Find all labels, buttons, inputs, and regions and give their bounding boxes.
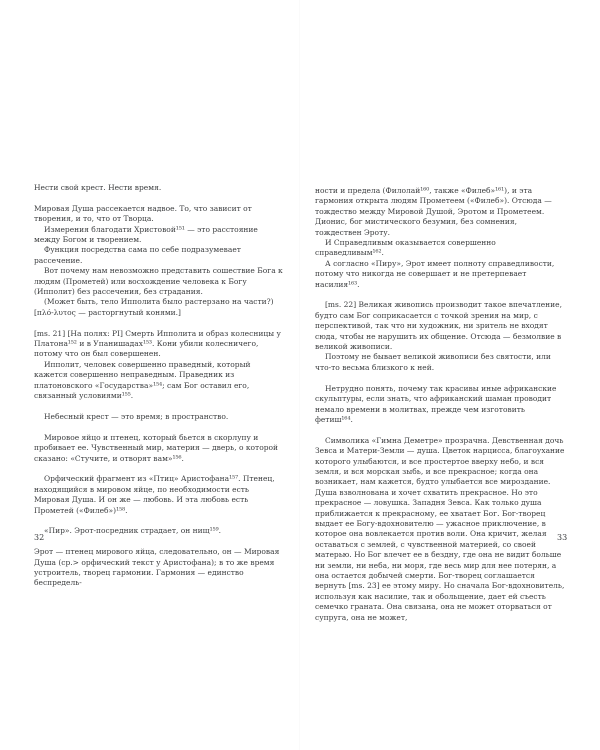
right-page-paragraph: Символика «Гимна Деметре» прозрачна. Девственная дочь Зевса и Матери-Земли — душа. Цветок нарцисса, благоухание которого улыбаются, и все простертое вверху небо, и вся земля, и вся морская зыбь, и все прекрасное; когда она возникает, нам кажется, будто улыбается все мироздание. Душа взволнована и хочет схватить прекрасное. Но это прекрасное — ловушка. Западня Зевса. Как только душа приближается к прекрасному, ее хватает Бог. Бог-творец выдает ее Богу-вдохновителю — ужасное приключение, в которое она вовлекается против воли. Она кричит, желая оставаться с землей, с чувственной материей, со своей матерью. Но Бог влечет ее в бездну, где она не видит больше ни земли, ни неба, ни моря, где весь мир для нее потерян, а она остается добычей смерти. Бог-творец соглашается вернуть [ms. 23] ее этому миру. Но сначала Бог-вдохновитель, используя как насилие, так и обольщение, дает ей съесть семечко граната. Она связана, она не может оторваться от супруга, она не может, (315, 435, 565, 622)
right-page-paragraph: Поэтому не бывает великой живописи без святости, или что-то весьма близкого к ней. (315, 352, 551, 372)
paragraph-gap (34, 318, 284, 328)
paragraph-gap (34, 516, 284, 526)
left-text-column (34, 183, 284, 589)
left-page-paragraph: Эрот — птенец мирового яйца, следовательно, он — Мировая Душа (ср.> орфический текст у Аристофана); в то же время устроитель, творец гармонии. Гармония — единство беспредель- (34, 547, 280, 588)
left-page-paragraph: Небесный крест — это время; в пространство. (44, 411, 229, 421)
left-page-paragraph: (Может быть, тело Ипполита было растерзано на части?) [πλό-λυτος — расторгнутый конями.] (34, 297, 274, 317)
paragraph-gap (34, 537, 284, 547)
left-page-paragraph: [ms. 21] [На полях: PI] Смерть Ипполита и образ колесницы у Платона¹⁵² и в Упанишадах¹⁵³. Кони убили колесничего, потому что он был совершенен. (34, 328, 281, 359)
paragraph-gap (34, 422, 284, 432)
left-page-paragraph: «Пир». Эрот-посредник страдает, он нищ¹⁵⁹. (44, 526, 222, 536)
paragraph-gap (315, 373, 565, 383)
left-page-paragraph: Функция посредства сама по себе подразумевает рассечение. (34, 245, 241, 265)
right-page (300, 0, 600, 750)
left-page-paragraph: Мировое яйцо и птенец, который бьется в скорлупу и пробивает ее. Чувственный мир, материя — дверь, о которой сказано: «Стучите, и отворят вам»¹⁵⁶. (34, 432, 279, 463)
right-page-paragraph: ности и предела (Филолай¹⁶⁰, также «Филеб»¹⁶¹), и эта гармония открыта людям Прометеем («Филеб»). Отсюда — тождество между Мировой Душой, Эротом и Прометеем. Дионис, бог мистического безумия, без сомнения, тождествен Эроту. (315, 186, 552, 237)
left-page-paragraph: Вот почему нам невозможно представить сошествие Бога к людям (Прометей) или восхождение человека к Богу (Ипполит) без рассечения, без страдания. (34, 266, 283, 297)
left-page-paragraph: Мировая Душа рассекается надвое. То, что зависит от творения, и то, что от Творца. (34, 203, 252, 224)
paragraph-gap (34, 193, 284, 203)
right-page-number: 33 (557, 533, 568, 542)
paragraph-gap (34, 402, 284, 412)
left-page-number: 32 (34, 533, 45, 542)
left-page-paragraph: Нести свой крест. Нести время. (34, 183, 162, 192)
paragraph-gap (315, 290, 565, 300)
right-text-column (315, 186, 568, 623)
left-page-paragraph: Ипполит, человек совершенно праведный, который кажется совершенно неправедным. Праведник из платоновского «Государства»¹⁵⁴; сам Бог оставил его, связанный условиями¹⁵⁵. (34, 359, 251, 401)
right-page-paragraph: А согласно «Пиру», Эрот имеет полноту справедливости, потому что никогда не совершает и не претерпевает насилия¹⁶³. (315, 258, 555, 289)
right-page-paragraph: Нетрудно понять, почему так красивы иные африканские скульптуры, если знать, что африканский шаман проводит немало времени в молитвах, прежде чем изготовить фетиш¹⁶⁴. (315, 383, 557, 424)
left-page-paragraph: Орфический фрагмент из «Птиц» Аристофана¹⁵⁷. Птенец, находящийся в мировом яйце, по необходимости есть Мировая Душа. И он же — любовь. И эта любовь есть Прометей («Филеб»)¹⁵⁸. (34, 474, 275, 515)
right-page-paragraph: [ms. 22] Великая живопись производит такое впечатление, будто сам Бог соприкасается с точкой зрения на мир, с перспективой, так что ни художник, ни зритель не входят сюда, чтобы не нарушить их общение. Отсюда — безмолвие в великой живописи. (315, 300, 562, 352)
right-page-paragraph: И Справедливым оказывается совершенно справедливым¹⁶². (315, 238, 496, 258)
left-page-paragraph: Измерения благодати Христовой¹⁵¹ — это расстояние между Богом и творением. (34, 224, 258, 245)
paragraph-gap (34, 464, 284, 474)
paragraph-gap (315, 425, 565, 435)
